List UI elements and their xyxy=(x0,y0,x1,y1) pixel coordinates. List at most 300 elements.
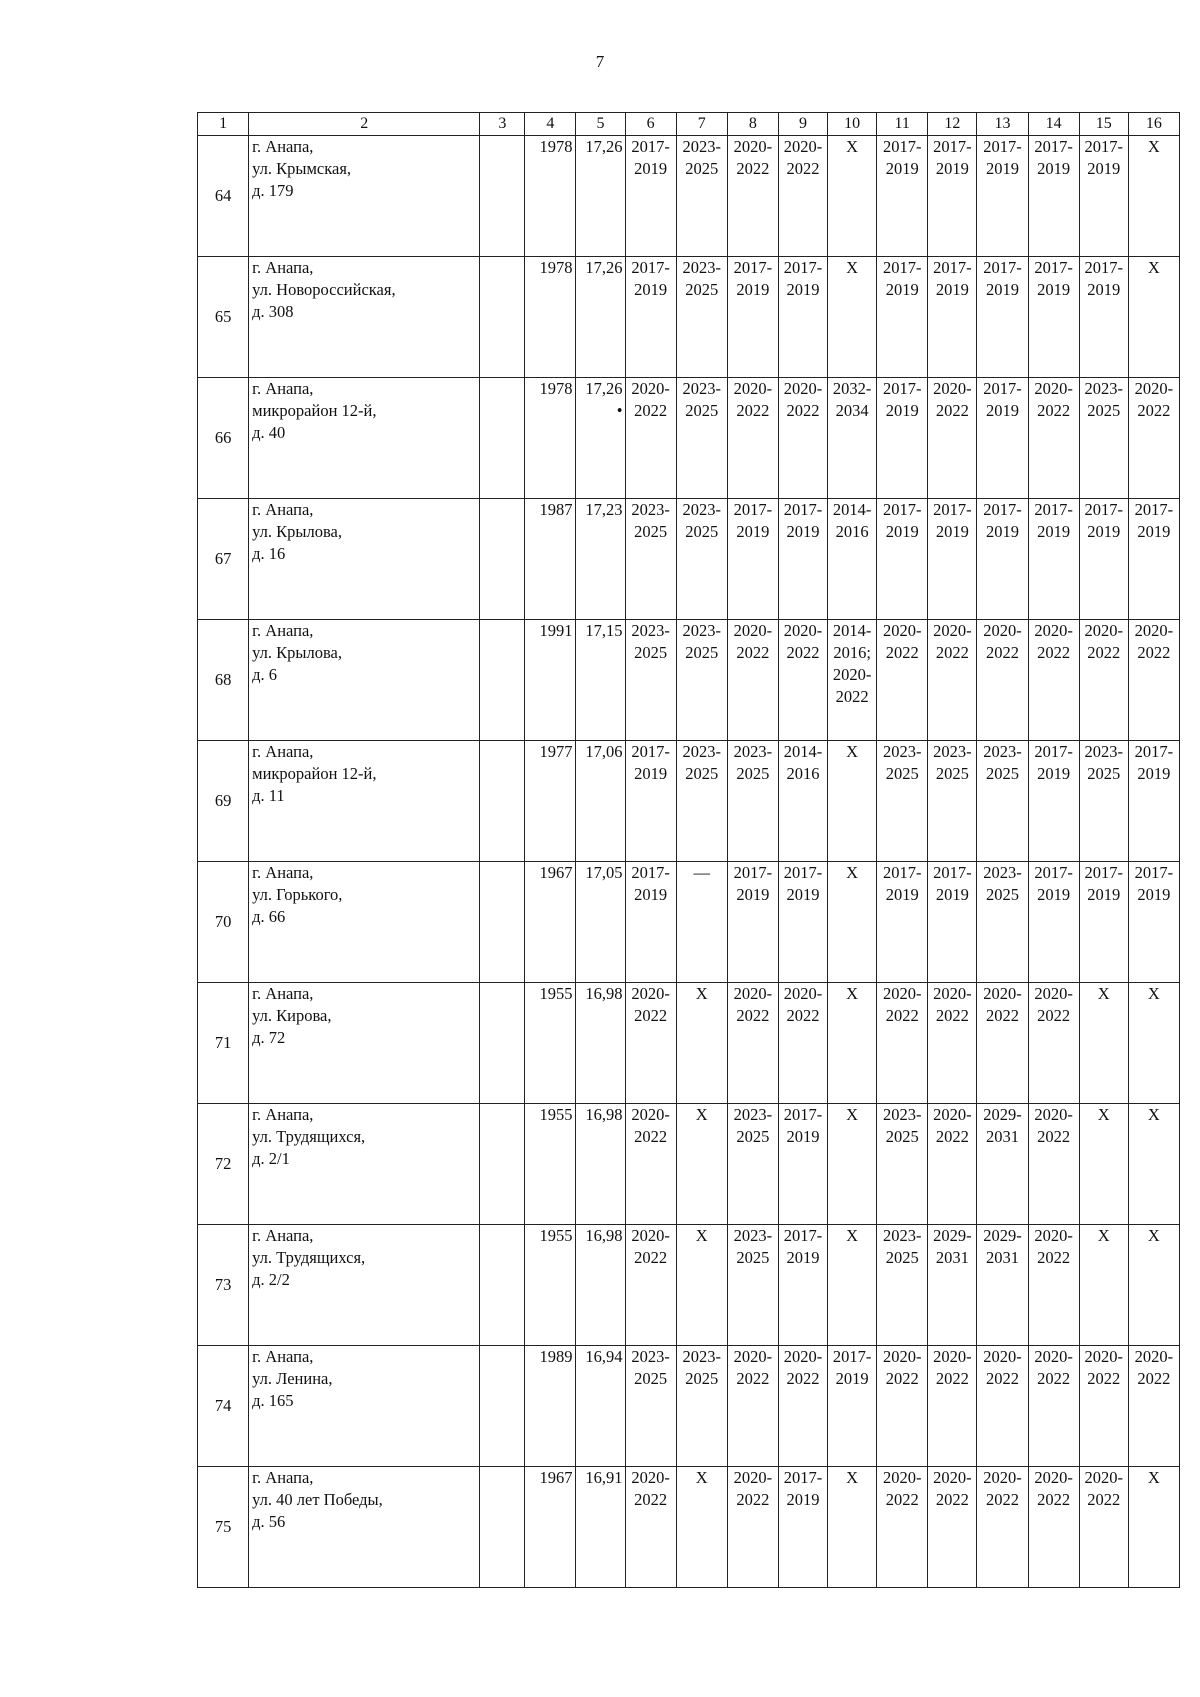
col-16-cell xyxy=(1128,257,1179,378)
row-number-text: 70 xyxy=(214,912,232,931)
col-8-cell xyxy=(727,378,778,499)
col-10-cell-text: 2032- 2034 xyxy=(832,379,872,420)
column-header-16: 16 xyxy=(1128,113,1179,136)
col-6-cell-text: 2023- 2025 xyxy=(631,1347,670,1388)
col-10-cell xyxy=(828,378,877,499)
col-15-cell xyxy=(1079,378,1128,499)
col-6-cell-text: 2017- 2019 xyxy=(631,137,670,178)
year-cell xyxy=(525,620,576,741)
area-cell xyxy=(576,378,625,499)
column-header-2: 2 xyxy=(249,113,480,136)
col-10-cell xyxy=(828,620,877,741)
col-14-cell xyxy=(1028,1467,1079,1588)
row-number xyxy=(198,257,249,378)
col-13-cell xyxy=(977,1225,1028,1346)
col-11-cell-text: 2017- 2019 xyxy=(882,863,922,904)
area-cell xyxy=(576,1225,625,1346)
col-11-cell xyxy=(877,620,928,741)
col-14-cell-text: 2017- 2019 xyxy=(1034,500,1073,541)
col-16-cell xyxy=(1128,620,1179,741)
col-6-cell-text: 2023- 2025 xyxy=(631,500,670,541)
column-3-cell xyxy=(480,257,525,378)
col-8-cell xyxy=(727,499,778,620)
col-16-cell-text: 2017- 2019 xyxy=(1134,500,1174,541)
area-cell xyxy=(576,862,625,983)
column-header-7: 7 xyxy=(676,113,727,136)
col-15-cell xyxy=(1079,620,1128,741)
column-header-6: 6 xyxy=(625,113,676,136)
col-11-cell xyxy=(877,741,928,862)
col-14-cell xyxy=(1028,862,1079,983)
column-header-15: 15 xyxy=(1079,113,1128,136)
col-7-cell xyxy=(676,136,727,257)
table-row xyxy=(198,620,1180,741)
col-7-cell xyxy=(676,378,727,499)
col-14-cell xyxy=(1028,1346,1079,1467)
col-8-cell-text: 2020- 2022 xyxy=(733,621,773,662)
col-12-cell xyxy=(928,136,977,257)
col-16-cell xyxy=(1128,862,1179,983)
year-cell xyxy=(525,1346,576,1467)
col-6-cell xyxy=(625,1346,676,1467)
page-number: 7 xyxy=(595,52,605,71)
col-15-cell-text: 2020- 2022 xyxy=(1084,621,1123,662)
col-16-cell-text: X xyxy=(1147,1226,1160,1245)
col-11-cell-text: 2020- 2022 xyxy=(882,1347,922,1388)
col-9-cell xyxy=(778,1225,827,1346)
address-cell xyxy=(249,620,480,741)
col-11-cell-text: 2023- 2025 xyxy=(882,742,922,783)
col-16-cell xyxy=(1128,378,1179,499)
col-11-cell-text: 2017- 2019 xyxy=(882,500,922,541)
col-9-cell-text: 2020- 2022 xyxy=(783,1347,823,1388)
col-14-cell-text: 2017- 2019 xyxy=(1034,258,1073,299)
col-12-cell-text: 2020- 2022 xyxy=(933,621,972,662)
col-6-cell xyxy=(625,1467,676,1588)
col-7-cell-text: 2023- 2025 xyxy=(682,621,721,662)
col-10-cell xyxy=(828,1104,877,1225)
col-7-cell xyxy=(676,741,727,862)
col-10-cell xyxy=(828,1225,877,1346)
col-7-cell-text: X xyxy=(695,1468,708,1487)
year-cell-text: 1955 xyxy=(539,984,573,1003)
col-13-cell xyxy=(977,257,1028,378)
row-number-text: 65 xyxy=(214,307,232,326)
row-number-text: 66 xyxy=(214,428,232,447)
col-16-cell xyxy=(1128,136,1179,257)
col-9-cell-text: 2017- 2019 xyxy=(783,1105,823,1146)
table-row xyxy=(198,862,1180,983)
col-11-cell xyxy=(877,862,928,983)
col-9-cell-text: 2017- 2019 xyxy=(783,258,823,299)
row-number-text: 72 xyxy=(214,1154,232,1173)
col-10-cell xyxy=(828,741,877,862)
col-13-cell-text: 2020- 2022 xyxy=(983,1468,1022,1509)
col-13-cell xyxy=(977,1104,1028,1225)
year-cell xyxy=(525,257,576,378)
col-8-cell xyxy=(727,620,778,741)
col-8-cell-text: 2017- 2019 xyxy=(733,258,773,299)
row-number-text: 71 xyxy=(214,1033,232,1052)
col-13-cell xyxy=(977,499,1028,620)
col-9-cell-text: 2020- 2022 xyxy=(783,137,823,178)
area-cell xyxy=(576,1346,625,1467)
col-16-cell-text: 2017- 2019 xyxy=(1134,863,1174,904)
year-cell-text: 1955 xyxy=(539,1105,573,1124)
col-15-cell xyxy=(1079,1104,1128,1225)
col-15-cell xyxy=(1079,1346,1128,1467)
table-row xyxy=(198,1225,1180,1346)
col-14-cell-text: 2017- 2019 xyxy=(1034,863,1073,904)
col-8-cell xyxy=(727,257,778,378)
col-11-cell xyxy=(877,1225,928,1346)
row-number xyxy=(198,1225,249,1346)
row-number xyxy=(198,620,249,741)
col-10-cell xyxy=(828,983,877,1104)
col-12-cell-text: 2029- 2031 xyxy=(933,1226,972,1267)
col-13-cell-text: 2017- 2019 xyxy=(983,500,1022,541)
col-15-cell-text: 2017- 2019 xyxy=(1084,863,1123,904)
address-cell xyxy=(249,1467,480,1588)
address-cell-text: г. Анапа, ул. Крымская, д. 179 xyxy=(252,137,352,200)
year-cell-text: 1967 xyxy=(539,863,573,882)
table-row xyxy=(198,741,1180,862)
year-cell xyxy=(525,862,576,983)
col-10-cell-text: X xyxy=(846,742,859,761)
col-14-cell xyxy=(1028,257,1079,378)
col-9-cell-text: 2020- 2022 xyxy=(783,621,823,662)
address-cell xyxy=(249,257,480,378)
area-cell xyxy=(576,499,625,620)
column-3-cell xyxy=(480,983,525,1104)
table-row xyxy=(198,983,1180,1104)
col-14-cell xyxy=(1028,983,1079,1104)
year-cell-text: 1955 xyxy=(539,1226,573,1245)
col-6-cell xyxy=(625,620,676,741)
col-6-cell xyxy=(625,378,676,499)
col-9-cell-text: 2014- 2016 xyxy=(783,742,823,783)
col-16-cell xyxy=(1128,1104,1179,1225)
column-3-cell xyxy=(480,499,525,620)
col-7-cell xyxy=(676,620,727,741)
address-cell-text: г. Анапа, микрорайон 12-й, д. 11 xyxy=(252,742,377,805)
address-cell-text: г. Анапа, ул. Крылова, д. 16 xyxy=(252,500,342,563)
col-15-cell-text: 2017- 2019 xyxy=(1084,258,1123,299)
col-8-cell-text: 2017- 2019 xyxy=(733,500,773,541)
row-number xyxy=(198,499,249,620)
col-8-cell-text: 2020- 2022 xyxy=(733,1468,773,1509)
col-16-cell-text: X xyxy=(1147,137,1160,156)
col-16-cell-text: 2017- 2019 xyxy=(1134,742,1174,783)
col-14-cell-text: 2017- 2019 xyxy=(1034,742,1073,783)
col-6-cell-text: 2020- 2022 xyxy=(631,379,670,420)
year-cell-text: 1991 xyxy=(539,621,573,640)
col-11-cell xyxy=(877,136,928,257)
col-7-cell-text: — xyxy=(693,863,710,882)
col-12-cell xyxy=(928,1104,977,1225)
col-10-cell-text: X xyxy=(846,258,859,277)
col-10-cell-text: X xyxy=(846,1105,859,1124)
col-9-cell-text: 2020- 2022 xyxy=(783,379,823,420)
year-cell xyxy=(525,499,576,620)
col-8-cell xyxy=(727,1104,778,1225)
col-10-cell-text: 2017- 2019 xyxy=(832,1347,872,1388)
col-11-cell xyxy=(877,1346,928,1467)
col-8-cell-text: 2023- 2025 xyxy=(733,742,773,783)
col-6-cell xyxy=(625,1104,676,1225)
col-12-cell-text: 2017- 2019 xyxy=(933,258,972,299)
col-6-cell xyxy=(625,499,676,620)
col-12-cell xyxy=(928,862,977,983)
col-7-cell xyxy=(676,862,727,983)
col-9-cell xyxy=(778,1104,827,1225)
col-8-cell-text: 2023- 2025 xyxy=(733,1105,773,1146)
col-6-cell xyxy=(625,862,676,983)
col-10-cell-text: X xyxy=(846,1468,859,1487)
year-cell-text: 1987 xyxy=(539,500,573,519)
col-11-cell-text: 2023- 2025 xyxy=(882,1105,922,1146)
col-6-cell xyxy=(625,983,676,1104)
col-15-cell xyxy=(1079,257,1128,378)
area-cell xyxy=(576,620,625,741)
col-14-cell xyxy=(1028,378,1079,499)
col-7-cell xyxy=(676,1467,727,1588)
area-cell xyxy=(576,1104,625,1225)
address-cell-text: г. Анапа, ул. Ленина, д. 165 xyxy=(252,1347,333,1410)
address-cell xyxy=(249,136,480,257)
col-9-cell xyxy=(778,620,827,741)
year-cell xyxy=(525,741,576,862)
col-12-cell xyxy=(928,257,977,378)
col-11-cell-text: 2020- 2022 xyxy=(882,621,922,662)
col-12-cell-text: 2020- 2022 xyxy=(933,1105,972,1146)
year-cell xyxy=(525,1225,576,1346)
col-15-cell-text: 2020- 2022 xyxy=(1084,1347,1123,1388)
col-15-cell xyxy=(1079,136,1128,257)
col-11-cell xyxy=(877,257,928,378)
col-14-cell xyxy=(1028,136,1079,257)
area-cell-text: 17,23 xyxy=(585,500,623,519)
row-number xyxy=(198,983,249,1104)
address-cell xyxy=(249,1346,480,1467)
address-cell-text: г. Анапа, ул. Крылова, д. 6 xyxy=(252,621,342,684)
column-header-12: 12 xyxy=(928,113,977,136)
row-number xyxy=(198,1346,249,1467)
row-number-text: 73 xyxy=(214,1275,232,1294)
col-15-cell xyxy=(1079,1225,1128,1346)
table-row xyxy=(198,1467,1180,1588)
col-14-cell xyxy=(1028,741,1079,862)
col-16-cell xyxy=(1128,741,1179,862)
col-10-cell-text: X xyxy=(846,863,859,882)
col-11-cell-text: 2017- 2019 xyxy=(882,258,922,299)
table-row xyxy=(198,136,1180,257)
col-14-cell-text: 2020- 2022 xyxy=(1034,984,1073,1025)
address-cell-text: г. Анапа, ул. 40 лет Победы, д. 56 xyxy=(252,1468,383,1531)
col-10-cell xyxy=(828,499,877,620)
col-13-cell-text: 2020- 2022 xyxy=(983,984,1022,1025)
column-header-9: 9 xyxy=(778,113,827,136)
area-cell-text: 17,26 xyxy=(585,137,623,156)
area-cell xyxy=(576,136,625,257)
row-number-text: 74 xyxy=(214,1396,232,1415)
col-8-cell-text: 2023- 2025 xyxy=(733,1226,773,1267)
row-number xyxy=(198,378,249,499)
col-9-cell-text: 2020- 2022 xyxy=(783,984,823,1025)
col-16-cell-text: 2020- 2022 xyxy=(1134,621,1174,662)
col-11-cell-text: 2020- 2022 xyxy=(882,984,922,1025)
col-10-cell-text: X xyxy=(846,137,859,156)
col-6-cell xyxy=(625,1225,676,1346)
address-cell xyxy=(249,1104,480,1225)
col-13-cell-text: 2017- 2019 xyxy=(983,137,1022,178)
col-6-cell xyxy=(625,741,676,862)
address-cell-text: г. Анапа, ул. Трудящихся, д. 2/2 xyxy=(252,1226,366,1289)
year-cell-text: 1978 xyxy=(539,379,573,398)
col-15-cell-text: 2023- 2025 xyxy=(1084,379,1123,420)
area-cell xyxy=(576,1467,625,1588)
col-16-cell xyxy=(1128,499,1179,620)
col-7-cell-text: 2023- 2025 xyxy=(682,1347,721,1388)
col-8-cell xyxy=(727,1225,778,1346)
table-row xyxy=(198,1104,1180,1225)
col-12-cell xyxy=(928,1346,977,1467)
column-header-10: 10 xyxy=(828,113,877,136)
area-cell-text: 17,15 xyxy=(585,621,623,640)
col-12-cell-text: 2020- 2022 xyxy=(933,1468,972,1509)
col-7-cell-text: X xyxy=(695,1226,708,1245)
col-7-cell-text: 2023- 2025 xyxy=(682,500,721,541)
col-7-cell-text: X xyxy=(695,984,708,1003)
col-6-cell xyxy=(625,136,676,257)
col-9-cell-text: 2017- 2019 xyxy=(783,500,823,541)
col-7-cell xyxy=(676,257,727,378)
address-cell xyxy=(249,741,480,862)
col-16-cell-text: 2020- 2022 xyxy=(1134,379,1174,420)
col-9-cell xyxy=(778,741,827,862)
area-cell xyxy=(576,257,625,378)
address-cell-text: г. Анапа, микрорайон 12-й, д. 40 xyxy=(252,379,377,442)
col-14-cell-text: 2020- 2022 xyxy=(1034,1226,1073,1267)
col-16-cell xyxy=(1128,1225,1179,1346)
col-9-cell xyxy=(778,257,827,378)
col-14-cell-text: 2020- 2022 xyxy=(1034,1468,1073,1509)
year-cell xyxy=(525,1104,576,1225)
col-11-cell-text: 2020- 2022 xyxy=(882,1468,922,1509)
col-15-cell xyxy=(1079,862,1128,983)
col-10-cell xyxy=(828,862,877,983)
year-cell-text: 1977 xyxy=(539,742,573,761)
col-8-cell xyxy=(727,1467,778,1588)
column-3-cell xyxy=(480,620,525,741)
col-10-cell xyxy=(828,257,877,378)
column-3-cell xyxy=(480,1346,525,1467)
year-cell xyxy=(525,378,576,499)
area-cell-text: 16,98 xyxy=(585,1105,623,1124)
col-12-cell xyxy=(928,741,977,862)
col-13-cell-text: 2017- 2019 xyxy=(983,258,1022,299)
column-number-header-row xyxy=(198,113,1180,136)
col-14-cell-text: 2020- 2022 xyxy=(1034,1105,1073,1146)
col-13-cell xyxy=(977,1467,1028,1588)
area-cell-text: 17,26 xyxy=(585,258,623,277)
col-6-cell-text: 2020- 2022 xyxy=(631,1226,670,1267)
area-cell xyxy=(576,741,625,862)
col-12-cell xyxy=(928,1225,977,1346)
col-14-cell-text: 2017- 2019 xyxy=(1034,137,1073,178)
col-13-cell xyxy=(977,983,1028,1104)
year-cell xyxy=(525,983,576,1104)
col-13-cell-text: 2029- 2031 xyxy=(983,1226,1022,1267)
col-10-cell-text: X xyxy=(846,1226,859,1245)
row-number xyxy=(198,741,249,862)
col-6-cell xyxy=(625,257,676,378)
col-10-cell xyxy=(828,1346,877,1467)
col-8-cell xyxy=(727,136,778,257)
area-cell-text: 16,98 xyxy=(585,984,623,1003)
column-header-3: 3 xyxy=(480,113,525,136)
row-number xyxy=(198,862,249,983)
col-13-cell xyxy=(977,620,1028,741)
col-13-cell-text: 2017- 2019 xyxy=(983,379,1022,420)
col-6-cell-text: 2023- 2025 xyxy=(631,621,670,662)
col-15-cell-text: 2023- 2025 xyxy=(1084,742,1123,783)
column-3-cell xyxy=(480,136,525,257)
col-12-cell-text: 2020- 2022 xyxy=(933,1347,972,1388)
col-12-cell-text: 2023- 2025 xyxy=(933,742,972,783)
col-7-cell xyxy=(676,1346,727,1467)
col-16-cell-text: X xyxy=(1147,984,1160,1003)
col-15-cell-text: 2020- 2022 xyxy=(1084,1468,1123,1509)
col-13-cell xyxy=(977,136,1028,257)
col-15-cell xyxy=(1079,1467,1128,1588)
column-header-1: 1 xyxy=(198,113,249,136)
col-11-cell xyxy=(877,499,928,620)
col-10-cell-text: 2014- 2016; 2020- 2022 xyxy=(832,621,872,706)
col-8-cell xyxy=(727,983,778,1104)
address-cell-text: г. Анапа, ул. Горького, д. 66 xyxy=(252,863,343,926)
col-14-cell xyxy=(1028,1225,1079,1346)
col-13-cell-text: 2029- 2031 xyxy=(983,1105,1022,1146)
column-3-cell xyxy=(480,1104,525,1225)
column-3-cell xyxy=(480,1225,525,1346)
col-7-cell-text: 2023- 2025 xyxy=(682,742,721,783)
row-number xyxy=(198,1104,249,1225)
col-16-cell-text: X xyxy=(1147,258,1160,277)
col-6-cell-text: 2017- 2019 xyxy=(631,742,670,783)
col-7-cell xyxy=(676,1225,727,1346)
column-header-14: 14 xyxy=(1028,113,1079,136)
col-12-cell xyxy=(928,499,977,620)
col-8-cell-text: 2020- 2022 xyxy=(733,137,773,178)
col-9-cell-text: 2017- 2019 xyxy=(783,1226,823,1267)
area-cell-text: 17,06 xyxy=(585,742,623,761)
col-12-cell-text: 2017- 2019 xyxy=(933,500,972,541)
year-cell xyxy=(525,1467,576,1588)
col-9-cell xyxy=(778,499,827,620)
column-header-5: 5 xyxy=(576,113,625,136)
area-cell-text: 16,91 xyxy=(585,1468,623,1487)
col-12-cell-text: 2020- 2022 xyxy=(933,984,972,1025)
col-12-cell xyxy=(928,378,977,499)
address-cell xyxy=(249,983,480,1104)
col-13-cell-text: 2020- 2022 xyxy=(983,621,1022,662)
area-cell-text: 17,26 • xyxy=(585,379,623,420)
col-16-cell xyxy=(1128,1346,1179,1467)
col-15-cell xyxy=(1079,741,1128,862)
address-cell-text: г. Анапа, ул. Трудящихся, д. 2/1 xyxy=(252,1105,366,1168)
col-15-cell xyxy=(1079,499,1128,620)
